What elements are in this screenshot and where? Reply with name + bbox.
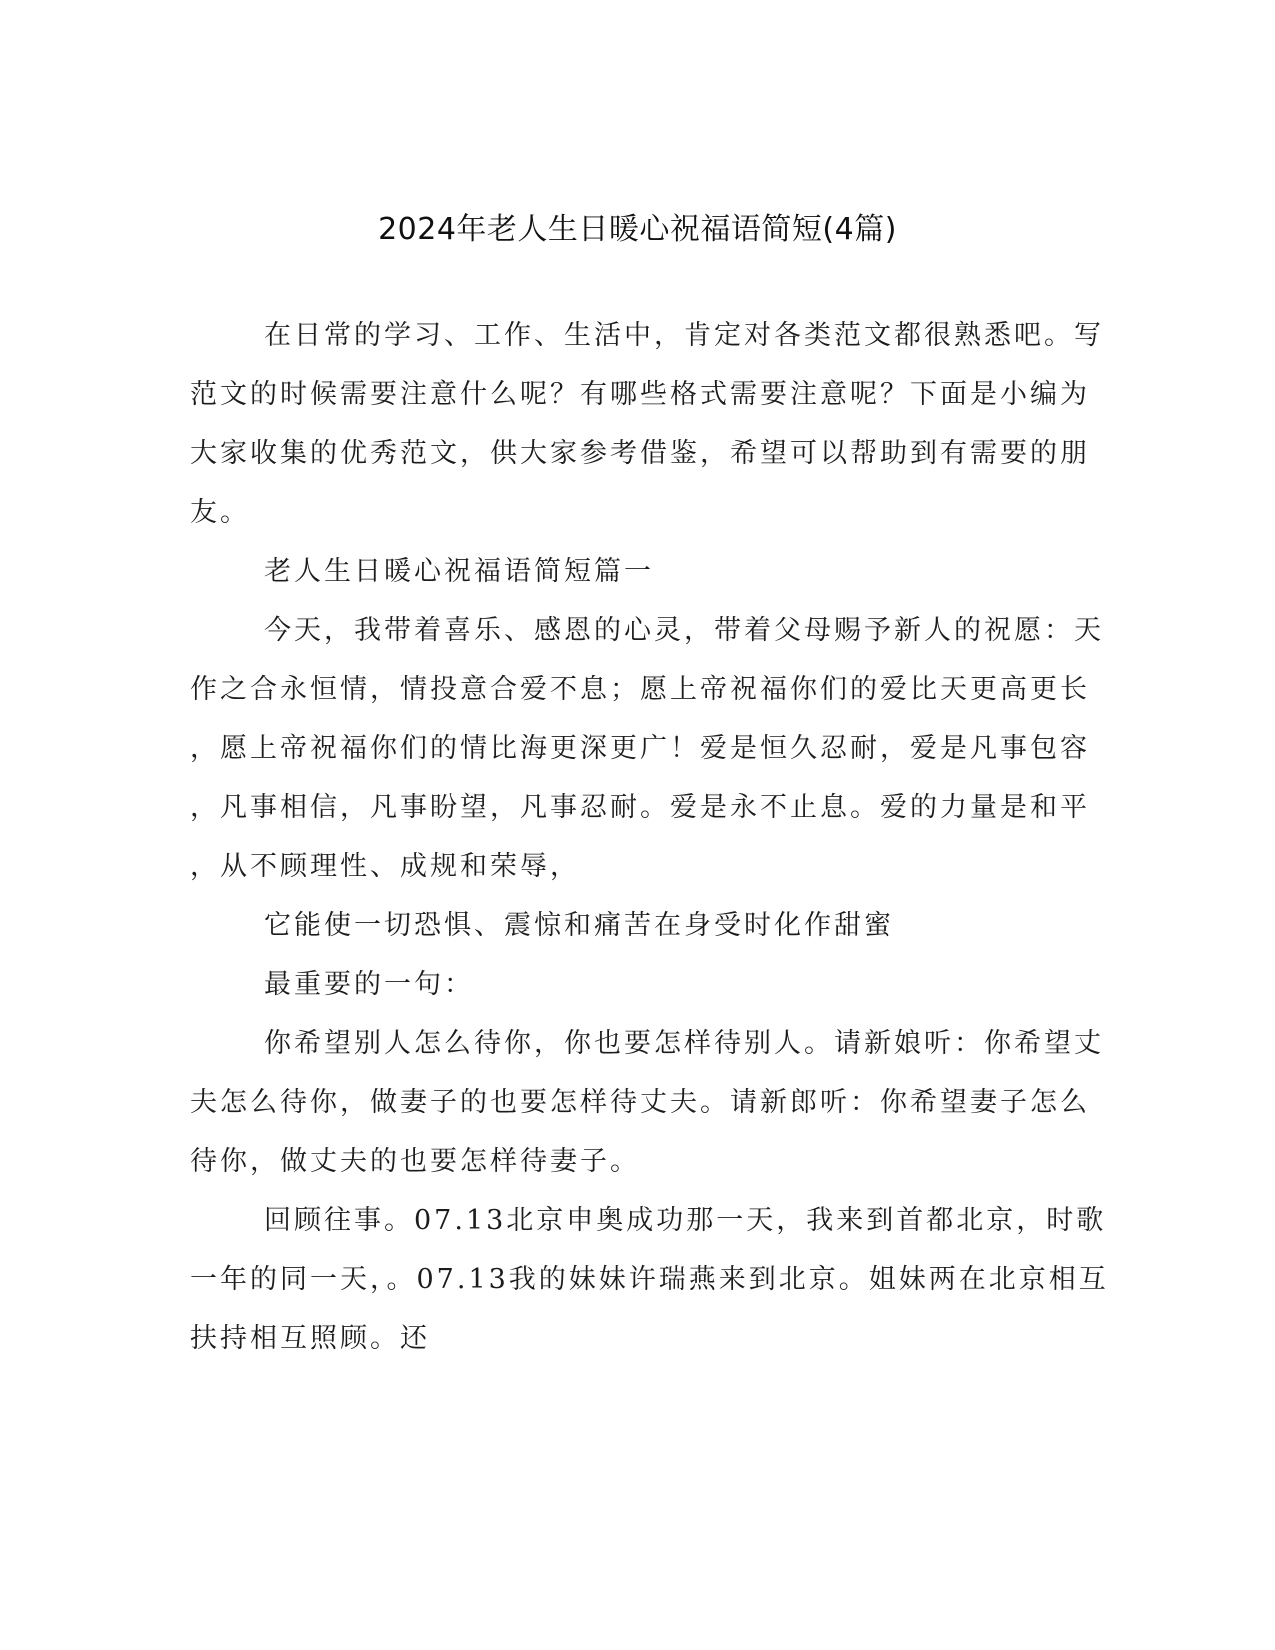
paragraph-line: 今天，我带着喜乐、感恩的心灵，带着父母赐予新人的祝愿：天	[264, 615, 1104, 646]
paragraph-line: 最重要的一句：	[264, 969, 474, 1000]
paragraph-line: 范文的时候需要注意什么呢？有哪些格式需要注意呢？下面是小编为	[190, 379, 1090, 410]
paragraph-line: ，愿上帝祝福你们的情比海更深更广！爱是恒久忍耐，爱是凡事包容	[190, 733, 1090, 764]
paragraph-line: 一年的同一天，。07.13我的妹妹许瑞燕来到北京。姐妹两在北京相互	[190, 1264, 1109, 1295]
paragraph-line: ，凡事相信，凡事盼望，凡事忍耐。爱是永不止息。爱的力量是和平	[190, 792, 1090, 823]
paragraph-line: ，从不顾理性、成规和荣辱，	[190, 851, 580, 882]
paragraph-line: 你希望别人怎么待你，你也要怎样待别人。请新娘听：你希望丈	[264, 1028, 1104, 1059]
paragraph-line: 作之合永恒情，情投意合爱不息；愿上帝祝福你们的爱比天更高更长	[190, 674, 1090, 705]
paragraph-line: 夫怎么待你，做妻子的也要怎样待丈夫。请新郎听：你希望妻子怎么	[190, 1087, 1090, 1118]
paragraph-line: 在日常的学习、工作、生活中，肯定对各类范文都很熟悉吧。写	[264, 320, 1104, 351]
paragraph-line: 它能使一切恐惧、震惊和痛苦在身受时化作甜蜜	[264, 910, 894, 941]
paragraph-line: 回顾往事。07.13北京申奥成功那一天，我来到首都北京，时歌	[264, 1205, 1107, 1236]
section-heading: 老人生日暖心祝福语简短篇一	[264, 556, 654, 587]
paragraph-line: 扶持相互照顾。还	[190, 1323, 430, 1354]
paragraph-line: 友。	[190, 497, 250, 528]
page-title: 2024年老人生日暖心祝福语简短(4篇)	[378, 212, 897, 247]
paragraph-line: 待你，做丈夫的也要怎样待妻子。	[190, 1146, 640, 1177]
paragraph-line: 大家收集的优秀范文，供大家参考借鉴，希望可以帮助到有需要的朋	[190, 438, 1090, 469]
